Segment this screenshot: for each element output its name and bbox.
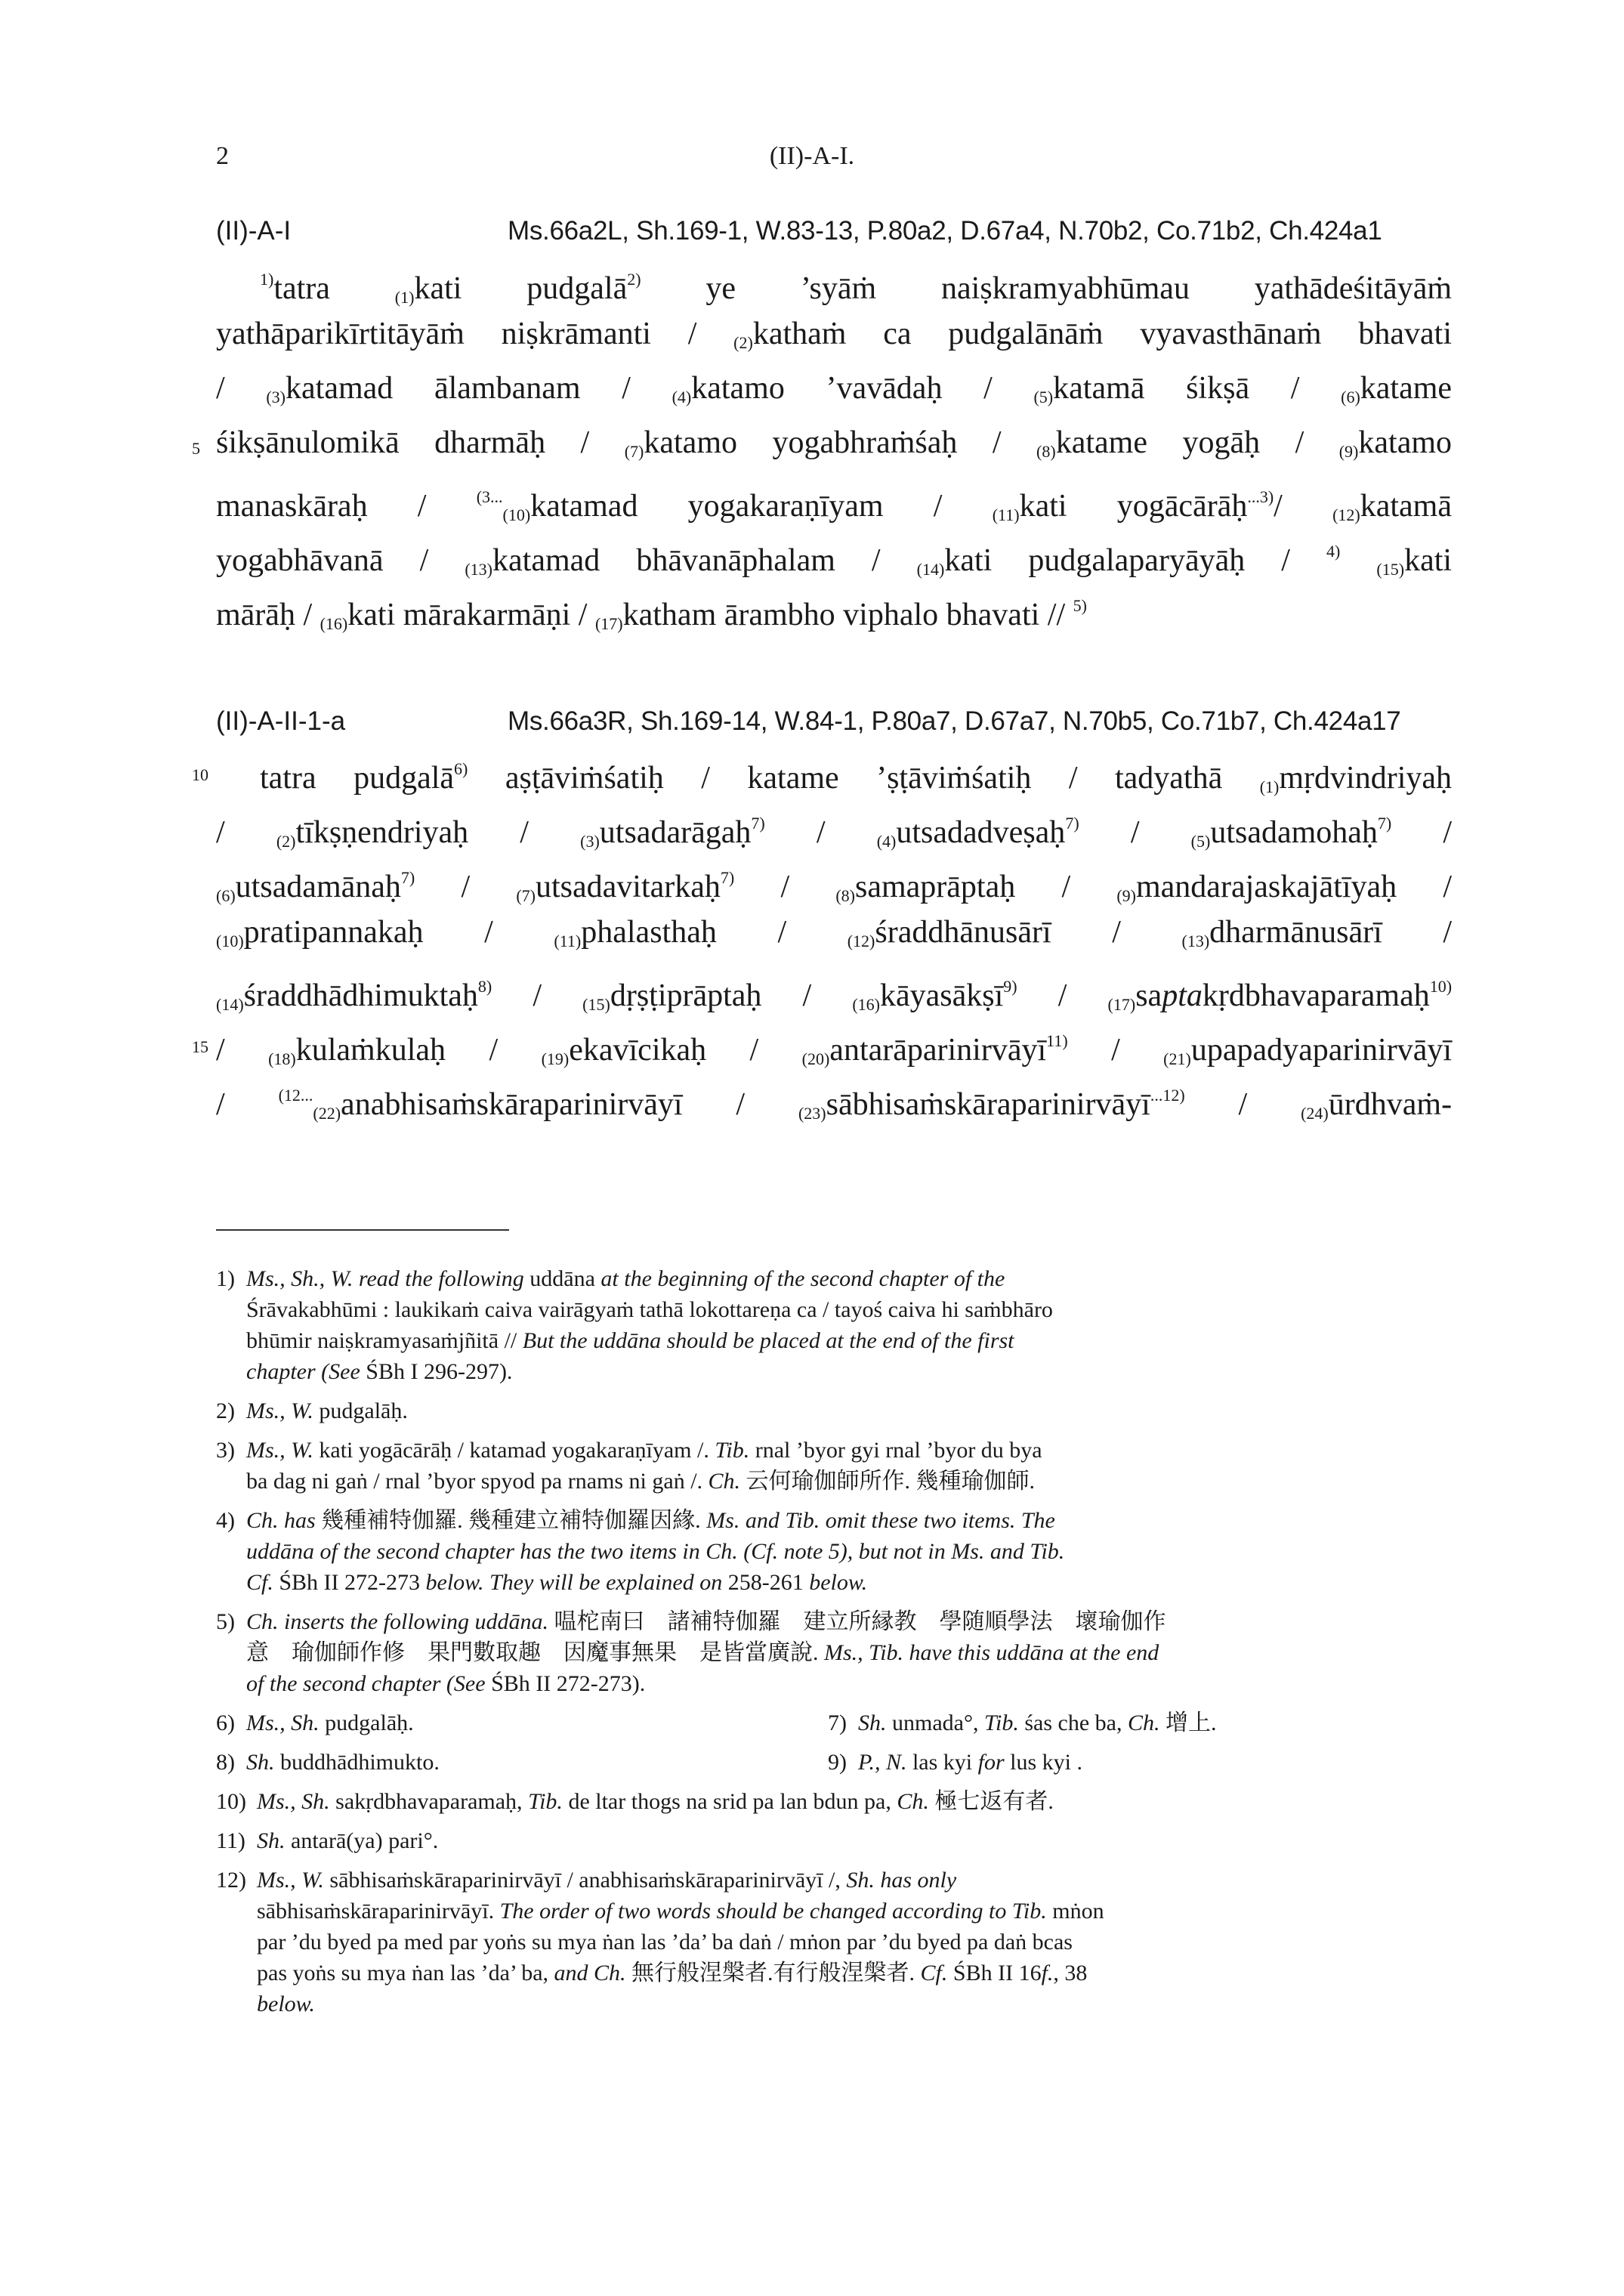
text-line: $^{1)}$tatra $_{(1)}$kati pudgalā$^{2)}$ ye ’syāṁ naiṣkramyabhūmau yathādeśitāyāṁ [260,270,1453,307]
footnote: 1) Ms., Sh., W. read the following uddāna at the beginning of the second chapter of the Śrāvakabhūmi : laukikaṁ caiva vairāgyaṁ tathā lokottareṇa ca / tayoś caiva hi saṁbhāro bhūmir naiṣkramyasaṁjñitā // But the uddāna should be placed at the end of the first chapter (See ŚBh I 296-297). [216,1266,1053,1384]
footnote-row [216,1707,1455,1738]
text-line: yathāparikīrtitāyāṁ niṣkrāmanti / $_{(2)}$kathaṁ ca pudgalānāṁ vyavasthānaṁ bhavati [216,317,1452,352]
running-title: (II)-A-I. [769,142,855,170]
text-line: manaskāraḥ / $^{(3...}_{(10)}$katamad yogakaraṇīyam / $_{(11)}$kati yogācārāḥ$^{...3)}$/ $_{(12)}$katamā [216,487,1452,524]
footnote: 2) Ms., W. pudgalāḥ. [216,1398,408,1423]
text-line: / $_{(3)}$katamad ālambanam / $_{(4)}$katamo ’vavādaḥ / $_{(5)}$katamā śikṣā / $_{(6)}$katame [216,371,1453,406]
footnote: 9) P., N. las kyi for lus kyi . [828,1750,1083,1775]
text-line: 10 tatra pudgalā$^{6)}$ aṣṭāviṁśatiḥ / katame ’ṣṭāviṁśatiḥ / tadyathā $_{(1)}$mṛdvindriyaḥ [216,746,1452,801]
section-header [216,216,1455,249]
page-number: 2 [216,142,229,170]
footnote: 4) Ch. has 幾種補特伽羅. 幾種建立補特伽羅因緣. Ms. and Tib. omit these two items. The uddāna of the second chapter has the two items in Ch. (Cf. note 5), but not in Ms. and Tib. Cf. ŚBh II 272-273 below. They will be explained on 258-261 below. [216,1508,1065,1595]
footnote: 7) Sh. unmada°, Tib. śas che ba, Ch. 增上. [828,1710,1217,1735]
section-label: (II)-A-I [216,216,292,246]
text-line: $_{(10)}$pratipannakaḥ / $_{(11)}$phalasthaḥ / $_{(12)}$śraddhānusārī / $_{(13)}$dharmānusārī / [216,915,1453,950]
footnote: 12) Ms., W. sābhisaṁskāraparinirvāyī / anabhisaṁskāraparinirvāyī /, Sh. has only sābhisaṁskāraparinirvāyī. The order of two words should be changed according to Tib. mṅon par ’du byed pa med par yoṅs su mya ṅan las ’da’ ba daṅ / mṅon par ’du byed pa daṅ bcas pas yoṅs su mya ṅan las ’da’ ba, and Ch. 無行般涅槃者.有行般涅槃者. Cf. ŚBh II 16f., 38 below. [216,1868,1104,2016]
section-header [216,706,1455,740]
sanskrit-text-a [192,257,1453,638]
footnote: 5) Ch. inserts the following uddāna. 嗢柁南曰 諸補特伽羅 建立所縁教 學随順學法 壞瑜伽作 意 瑜伽師作修 果門數取趣 因魔事無果 是皆當廣說. Ms., Tib. have this uddāna at the end of the second chapter (See ŚBh II 272-273). [216,1609,1166,1696]
line-number: 15 [192,1037,208,1056]
footnote: 8) Sh. buddhādhimukto. [216,1750,440,1775]
text-line: mārāḥ / $_{(16)}$kati mārakarmāṇi / $_{(17)}$katham ārambho viphalo bhavati // $^{5)}$ [216,596,1087,633]
line-number: 10 [192,765,208,784]
footnote-row [216,1747,1455,1778]
line-number: 5 [192,439,200,458]
text-line: 15 / $_{(18)}$kulaṁkulaḥ / $_{(19)}$ekavīcikaḥ / $_{(20)}$antarāparinirvāyī$^{11)}$ / $_{(21)}$upapadyaparinirvāyī [216,1018,1452,1073]
text-line: 5 śikṣānulomikā dharmāḥ / $_{(7)}$katamo yogabhraṁśaḥ / $_{(8)}$katame yogāḥ / $_{(9)}$katamo [216,420,1452,474]
footnote: 11) Sh. antarā(ya) pari°. [216,1828,439,1853]
text-line: $_{(6)}$utsadamānaḥ$^{7)}$ / $_{(7)}$utsadavitarkaḥ$^{7)}$ / $_{(8)}$samaprāptaḥ / $_{(9)}$mandarajaskajātīyaḥ / [216,868,1453,905]
footnote: 6) Ms., Sh. pudgalāḥ. [216,1710,414,1735]
section-refs: Ms.66a3R, Sh.169-14, W.84-1, P.80a7, D.67a7, N.70b5, Co.71b7, Ch.424a17 [508,706,1401,736]
text-line: $_{(14)}$śraddhādhimuktaḥ$^{8)}$ / $_{(15)}$dṛṣṭiprāptaḥ / $_{(16)}$kāyasākṣī$^{9)}$ / $_{(17)}$saptakṛdbhavaparamaḥ$^{10)}$ [216,977,1453,1014]
text-line: / $^{(12...}_{(22)}$anabhisaṁskāraparinirvāyī / $_{(23)}$sābhisaṁskāraparinirvāyī$^{...12)}$ / $_{(24)}$ūrdhvaṁ- [216,1086,1453,1123]
section-label: (II)-A-II-1-a [216,706,346,736]
section-refs: Ms.66a2L, Sh.169-1, W.83-13, P.80a2, D.67a4, N.70b2, Co.71b2, Ch.424a1 [508,216,1382,246]
footnote: 3) Ms., W. kati yogācārāḥ / katamad yogakaraṇīyam /. Tib. rnal ’byor gyi rnal ’byor du bya ba dag ni gaṅ / rnal ’byor spyod pa rnams ni gaṅ /. Ch. 云何瑜伽師所作. 幾種瑜伽師. [216,1438,1042,1494]
text-line: yogabhāvanā / $_{(13)}$katamad bhāvanāphalam / $_{(14)}$kati pudgalaparyāyāḥ / $^{4)}$ $_{(15)}$kati [216,542,1453,579]
text-line: / $_{(2)}$tīkṣṇendriyaḥ / $_{(3)}$utsadarāgaḥ$^{7)}$ / $_{(4)}$utsadadveṣaḥ$^{7)}$ / $_{(5)}$utsadamohaḥ$^{7)}$ / [216,814,1453,851]
footnotes [216,1263,1455,2028]
sanskrit-text-b [192,746,1453,1127]
footnote-rule [216,1229,509,1231]
footnote: 10) Ms., Sh. sakṛdbhavaparamaḥ, Tib. de ltar thogs na srid pa lan bdun pa, Ch. 極七返有者. [216,1789,1054,1814]
